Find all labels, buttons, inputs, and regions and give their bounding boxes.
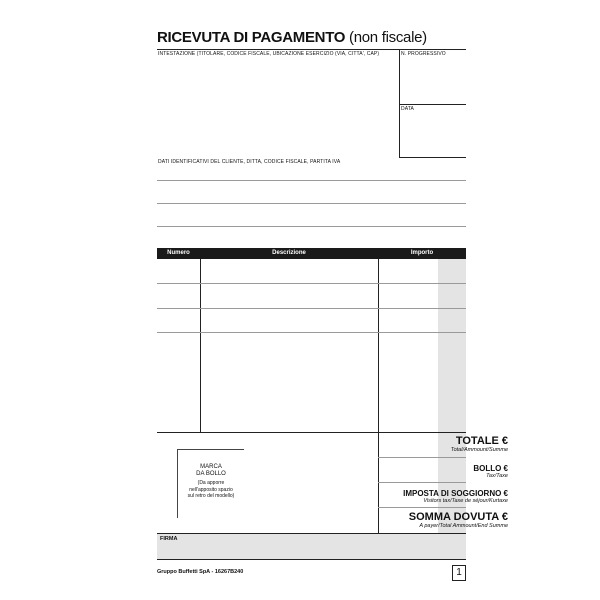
- client-label: DATI IDENTIFICATIVI DEL CLIENTE, DITTA, CODICE FISCALE, PARTITA IVA: [158, 159, 341, 165]
- table-row[interactable]: [157, 332, 466, 333]
- header-top-rule: [157, 49, 466, 50]
- progressive-date-divider: [399, 104, 466, 105]
- client-line-1[interactable]: [157, 180, 466, 181]
- date-label: DATA: [401, 106, 414, 112]
- number-column-divider: [200, 259, 201, 432]
- progressive-label: N. PROGRESSIVO: [401, 51, 446, 57]
- table-bottom-rule: [157, 432, 466, 433]
- amount-due-label-block: [409, 512, 508, 530]
- stamp-duty-label: BOLLO €: [473, 464, 508, 473]
- column-header-amount: Importo: [410, 250, 434, 256]
- column-header-description: Descrizione: [272, 250, 306, 256]
- column-header-number: Numero: [167, 250, 190, 256]
- stamp-title: [178, 464, 244, 478]
- table-header: [157, 248, 466, 259]
- amount-shaded-column: [438, 259, 466, 432]
- total-label-block: [451, 436, 508, 454]
- stamp-note-line: nell'apposito spazio: [189, 486, 233, 493]
- revenue-stamp-box: [177, 449, 244, 518]
- stamp-title-line: MARCA: [200, 464, 222, 470]
- document-title: [157, 29, 427, 46]
- amount-due-sub-label: A payer/Total Ammount/End Summe: [419, 523, 508, 529]
- tourist-tax-label: IMPOSTA DI SOGGIORNO €: [403, 489, 508, 498]
- stamp-note-line: (Da apporre: [197, 480, 225, 486]
- client-line-2[interactable]: [157, 203, 466, 204]
- stamp-note: [178, 480, 244, 500]
- header-divider: [399, 49, 400, 157]
- footer-code: Gruppo Buffetti SpA - 16267B240: [157, 569, 244, 575]
- stamp-duty-row-rule: [378, 482, 466, 483]
- signature-label: FIRMA: [160, 536, 178, 542]
- table-row[interactable]: [157, 283, 466, 284]
- tourist-tax-sub-label: Visitors tax/Taxe de séjour/Kurtaxe: [423, 498, 508, 504]
- total-sub-label: Total/Ammount/Summe: [450, 447, 508, 453]
- total-label: TOTALE €: [455, 435, 508, 447]
- tourist-tax-label-block: [403, 489, 508, 505]
- stamp-duty-label-block: [473, 464, 508, 480]
- amount-due-label: SOMMA DOVUTA €: [408, 511, 508, 523]
- stamp-note-line: sul retro del modello): [187, 493, 235, 499]
- page-number: 1: [452, 565, 466, 581]
- title-suffix: (non fiscale): [349, 29, 427, 46]
- title-main: RICEVUTA DI PAGAMENTO: [157, 29, 346, 46]
- total-row-rule: [378, 457, 466, 458]
- stamp-title-line: DA BOLLO: [196, 471, 226, 477]
- signature-bottom-rule: [157, 559, 466, 560]
- description-column-divider: [378, 259, 379, 533]
- signature-area[interactable]: [157, 534, 466, 559]
- client-line-3[interactable]: [157, 226, 466, 227]
- date-bottom-rule: [399, 157, 466, 158]
- table-row[interactable]: [157, 308, 466, 309]
- stamp-duty-sub-label: Tax/Taxe: [486, 473, 508, 479]
- issuer-label: INTESTAZIONE (TITOLARE, CODICE FISCALE, UBICAZIONE ESERCIZIO (VIA, CITTA', CAP): [158, 51, 380, 57]
- tourist-tax-row-rule: [378, 507, 466, 508]
